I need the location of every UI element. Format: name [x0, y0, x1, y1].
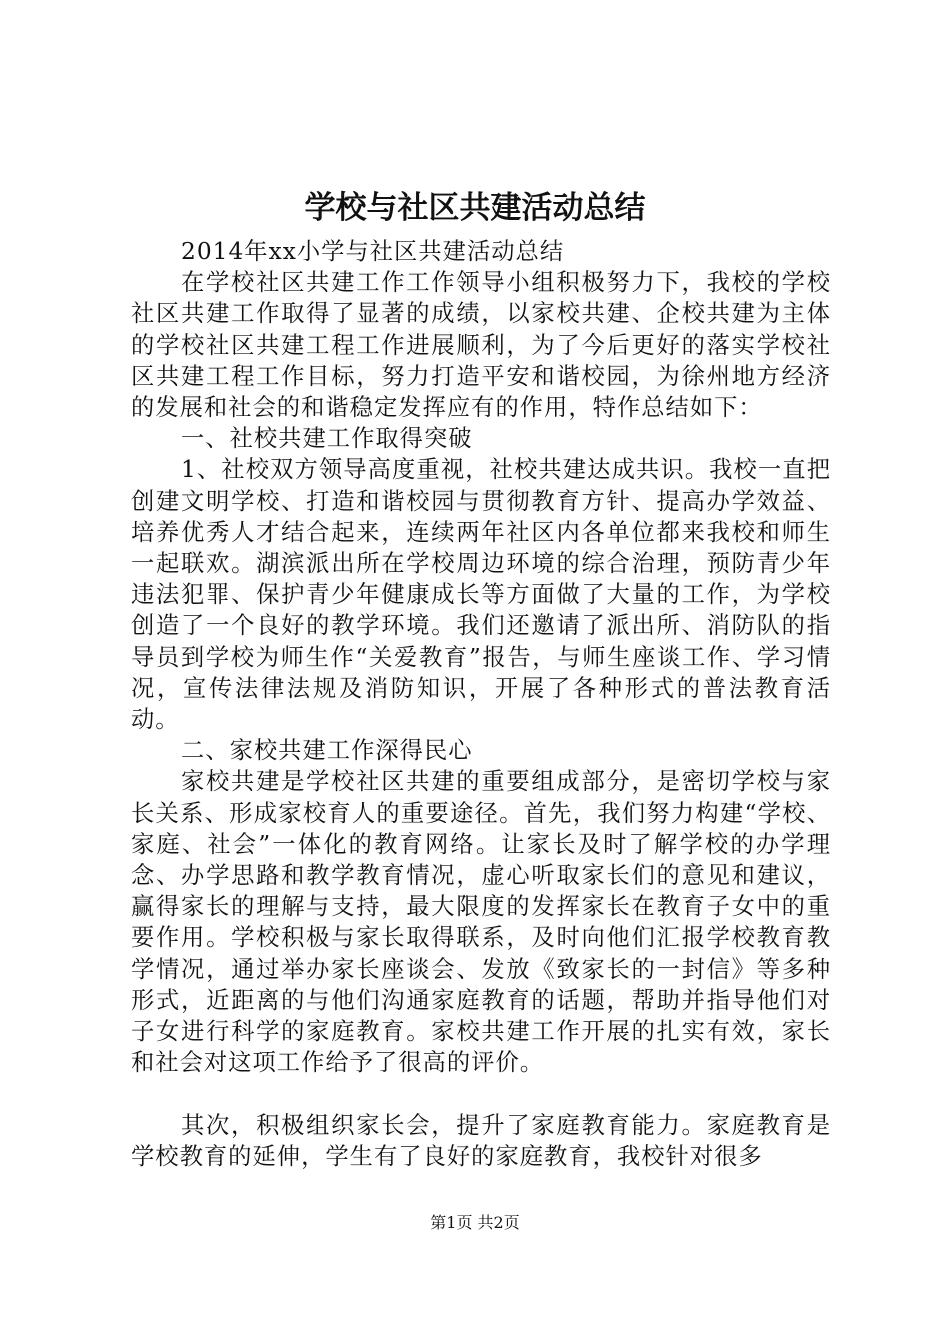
document-subtitle: 2014年xx小学与社区共建活动总结 — [181, 238, 565, 265]
paragraph-section-2: 家校共建是学校社区共建的重要组成部分，是密切学校与家长关系、形成家校育人的重要途径。首先，我们努力构建“学校、家庭、社会”一体化的教育网络。让家长及时了解学校的办学理念、办学思路和教学教育情况，虚心听取家长们的意见和建议，赢得家长的理解与支持，最大限度的发挥家长在教育子女中的重要作用。学校积极与家长取得联系，及时向他们汇报学校教育教学情况，通过举办家长座谈会、发放《致家长的一封信》等多种形式，近距离的与他们沟通家庭教育的话题，帮助并指导他们对子女进行科学的家庭教育。家校共建工作开展的扎实有效，家长和社会对这项工作给予了很高的评价。 — [131, 768, 831, 1077]
section-heading-2: 二、家校共建工作深得民心 — [181, 737, 473, 765]
paragraph-section-1: 1、社校双方领导高度重视，社校共建达成共识。我校一直把创建文明学校、打造和谐校园与贯彻教育方针、提高办学效益、培养优秀人才结合起来，连续两年社区内各单位都来我校和师生一起联欢。湖滨派出所在学校周边环境的综合治理，预防青少年违法犯罪、保护青少年健康成长等方面做了大量的工作，为学校创造了一个良好的教学环境。我们还邀请了派出所、消防队的指导员到学校为师生作“关爱教育”报告，与师生座谈工作、学习情况，宣传法律法规及消防知识，开展了各种形式的普法教育活动。 — [131, 456, 831, 734]
paragraph-family-meeting: 其次，积极组织家长会，提升了家庭教育能力。家庭教育是学校教育的延伸，学生有了良好的家庭教育，我校针对很多 — [131, 1111, 831, 1170]
page-footer: 第1页 共2页 — [430, 1213, 520, 1232]
document-title: 学校与社区共建活动总结 — [304, 190, 646, 226]
paragraph-intro: 在学校社区共建工作工作领导小组积极努力下，我校的学校社区共建工作取得了显著的成绩，以家校共建、企校共建为主体的学校社区共建工程工作进展顺利，为了今后更好的落实学校社区共建工程工作目标，努力打造平安和谐校园，为徐州地方经济的发展和社会的和谐稳定发挥应有的作用，特作总结如下： — [131, 269, 831, 422]
section-heading-1: 一、社校共建工作取得突破 — [181, 425, 473, 453]
document-body — [131, 236, 831, 1172]
paragraph-spacer — [131, 1078, 831, 1109]
